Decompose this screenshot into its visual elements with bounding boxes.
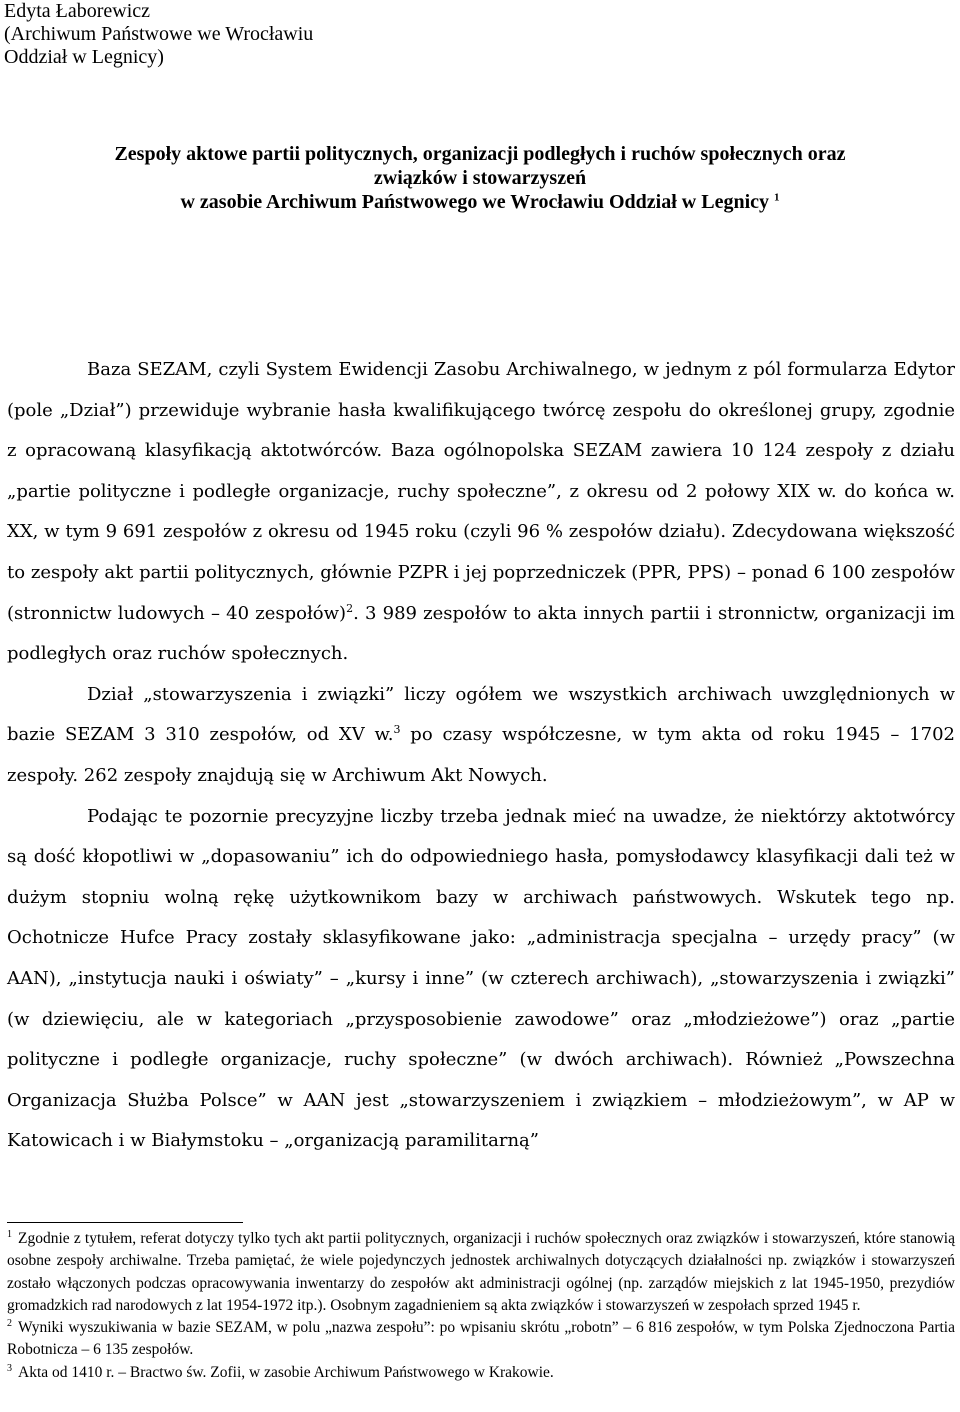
footnotes [7, 1228, 955, 1384]
footnote-2-text: Wyniki wyszukiwania w bazie SEZAM, w polu „nazwa zespołu”: po wpisaniu skrótu „robotn” – 6 816 zespołów, w tym Polska Zjednoczona Partia Robotnicza – 6 135 zespołów. [7, 1319, 955, 1359]
author-affiliation-line-1: (Archiwum Państwowe we Wrocławiu [4, 23, 314, 45]
footnote-3-text: Akta od 1410 r. – Bractwo św. Zofii, w zasobie Archiwum Państwowego w Krakowie. [18, 1363, 554, 1381]
paragraph-2-text-a: Dział „stowarzyszenia i związki” liczy ogółem we wszystkich archiwach uwzględnionych w bazie SEZAM 3 310 zespołów, od XV w. [7, 683, 955, 746]
author-name: Edyta Łaborewicz [4, 0, 151, 22]
footnote-3-mark: 3 [7, 1362, 12, 1374]
paragraph-1-text-a: Baza SEZAM, czyli System Ewidencji Zasobu Archiwalnego, w jednym z pól formularza Edytor (pole „Dział”) przewiduje wybranie hasła kwalifikującego twórcę zespołu do określonej grupy, zgodnie z opracowaną klasyfikacją aktotwórców. Baza ogólnopolska SEZAM zawiera 10 124 zespoły z działu „partie polityczne i podległe organizacje, ruchy społeczne”, z okresu od 2 połowy XIX w. do końca w. XX, w tym 9 691 zespołów z okresu od 1945 roku (czyli 96 % zespołów działu). Zdecydowana większość to zespoły akt partii politycznych, głównie PZPR i jej poprzedniczek (PPR, PPS) – ponad 6 100 zespołów (stronnictw ludowych – 40 zespołów) [7, 359, 955, 624]
footnote-separator [7, 1222, 243, 1223]
author-affiliation-line-2: Oddział w Legnicy) [4, 46, 164, 68]
title-line-1: Zespoły aktowe partii politycznych, organizacji podległych i ruchów społecznych oraz [114, 143, 846, 165]
footnote-ref-3[interactable]: 3 [393, 723, 401, 737]
paragraph-3: Podając te pozornie precyzyjne liczby trzeba jednak mieć na uwadze, że niektórzy aktotwórcy są dość kłopotliwi w „dopasowaniu” ich do odpowiedniego hasła, pomysłodawcy klasyfikacji dali też w dużym stopniu wolną rękę użytkownikom bazy w archiwach państwowych. Wskutek tego np. Ochotnicze Hufce Pracy zostały sklasyfikowane jako: „administracja specjalna – urzędy pracy” (w AAN), „instytucja nauki i oświaty” – „kursy i inne” (w czterech archiwach), „stowarzyszenia i związki” (w dziewięciu, ale w kategoriach „przysposobienie zawodowe” oraz „młodzieżowe”) oraz „partie polityczne i podległe organizacje, ruchy społeczne” (w dwóch archiwach). Również „Powszechna Organizacja Służba Polsce” w AAN jest „stowarzyszeniem i związkiem – młodzieżowym”, w AP w Katowicach i w Białymstoku – „organizacją paramilitarną” [7, 805, 955, 1152]
footnote-1-mark: 1 [7, 1228, 12, 1240]
author-block [4, 0, 313, 69]
title-line-2: związków i stowarzyszeń [373, 167, 587, 189]
title-footnote-ref[interactable]: 1 [774, 191, 780, 204]
paragraph-1-text-b: . 3 989 zespołów to akta innych partii i stronnictw, organizacji im podległych oraz ruchów społecznych. [7, 602, 955, 665]
paragraph-1 [7, 350, 955, 675]
document-title [0, 142, 960, 214]
title-line-3 [0, 190, 960, 214]
paragraph-2-text-b: po czasy współczesne, w tym akta od roku 1945 – 1702 zespoły. 262 zespoły znajdują się w Archiwum Akt Nowych. [7, 724, 955, 786]
footnote-2-mark: 2 [7, 1318, 12, 1330]
footnote-3 [7, 1362, 955, 1384]
body-text [7, 350, 955, 1162]
title-line-3-text: w zasobie Archiwum Państwowego we Wrocławiu Oddział w Legnicy [180, 191, 770, 213]
footnote-ref-2[interactable]: 2 [346, 601, 354, 615]
footnote-1-text: Zgodnie z tytułem, referat dotyczy tylko tych akt partii politycznych, organizacji i ruchów społecznych oraz związków i stowarzyszeń, które stanowią osobne zespoły archiwalne. Trzeba pamiętać, że wiele pojedynczych jednostek archiwalnych dotyczących działalności np. związków i stowarzyszeń zostało włączonych podczas opracowywania inwentarzy do zespołów akt administracji ogólnej (np. zarządów miejskich z lat 1945-1950, prezydiów gromadzkich rad narodowych z lat 1954-1972 itp.). Osobnym zagadnieniem są akta związków i stowarzyszeń w zespołach sprzed 1945 r. [7, 1230, 955, 1314]
footnote-1 [7, 1228, 955, 1317]
paragraph-2 [7, 675, 955, 797]
footnote-2 [7, 1317, 955, 1362]
